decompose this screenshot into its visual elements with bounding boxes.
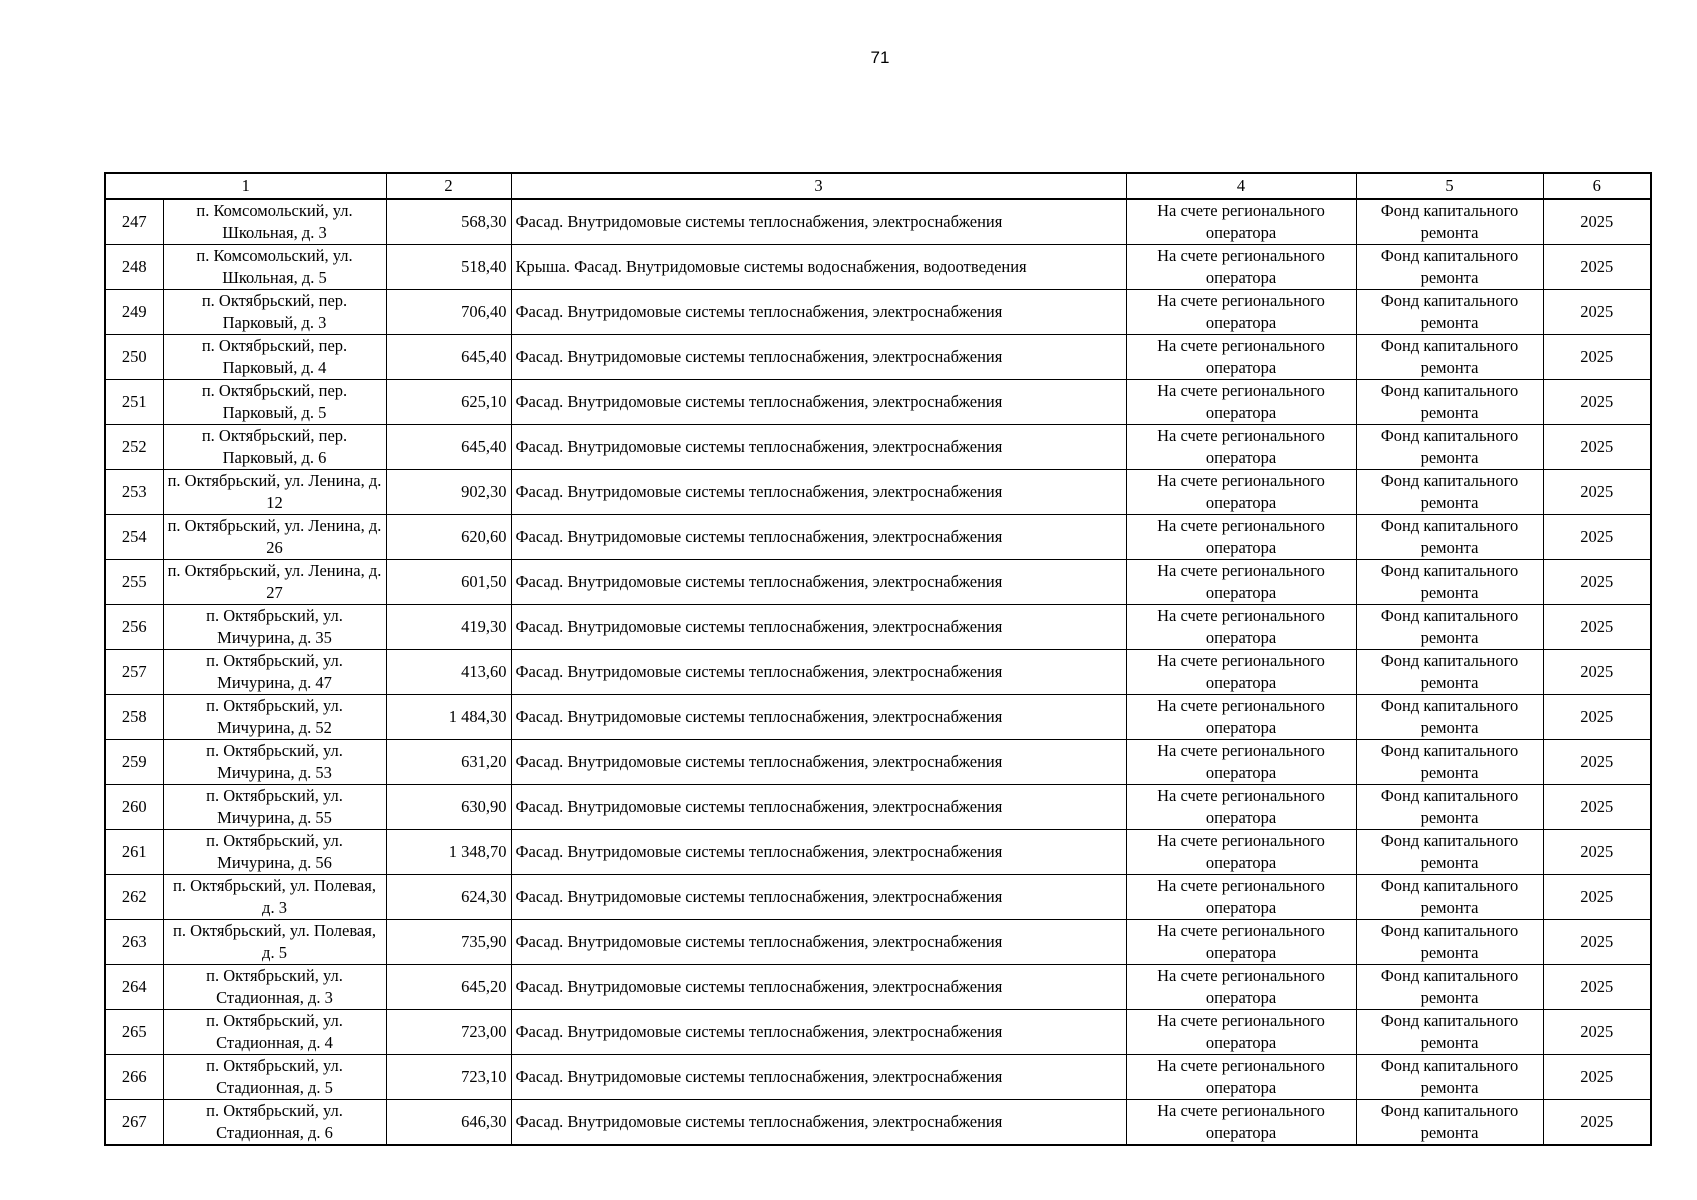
funding-source-cell: Фонд капитального ремонта (1356, 965, 1543, 1010)
account-cell: На счете регионального оператора (1126, 515, 1356, 560)
works-cell: Фасад. Внутридомовые системы теплоснабжения, электроснабжения (511, 290, 1126, 335)
funding-source-cell: Фонд капитального ремонта (1356, 1055, 1543, 1100)
funding-source-cell: Фонд капитального ремонта (1356, 650, 1543, 695)
row-number: 262 (105, 875, 163, 920)
address-cell: п. Октябрьский, пер. Парковый, д. 3 (163, 290, 386, 335)
area-cell: 723,00 (386, 1010, 511, 1055)
account-cell: На счете регионального оператора (1126, 425, 1356, 470)
account-cell: На счете регионального оператора (1126, 1100, 1356, 1146)
row-number: 261 (105, 830, 163, 875)
year-cell: 2025 (1543, 290, 1651, 335)
works-cell: Фасад. Внутридомовые системы теплоснабжения, электроснабжения (511, 875, 1126, 920)
year-cell: 2025 (1543, 470, 1651, 515)
row-number: 265 (105, 1010, 163, 1055)
funding-source-cell: Фонд капитального ремонта (1356, 515, 1543, 560)
year-cell: 2025 (1543, 560, 1651, 605)
table-row (105, 1100, 1651, 1146)
works-cell: Фасад. Внутридомовые системы теплоснабжения, электроснабжения (511, 965, 1126, 1010)
funding-source-cell: Фонд капитального ремонта (1356, 830, 1543, 875)
area-cell: 645,40 (386, 425, 511, 470)
address-cell: п. Октябрьский, пер. Парковый, д. 6 (163, 425, 386, 470)
row-number: 254 (105, 515, 163, 560)
address-cell: п. Октябрьский, пер. Парковый, д. 5 (163, 380, 386, 425)
table-row (105, 1055, 1651, 1100)
header-col-2: 2 (386, 173, 511, 199)
row-number: 250 (105, 335, 163, 380)
header-col-1: 1 (105, 173, 386, 199)
year-cell: 2025 (1543, 650, 1651, 695)
address-cell: п. Октябрьский, ул. Мичурина, д. 53 (163, 740, 386, 785)
table-row (105, 650, 1651, 695)
address-cell: п. Октябрьский, ул. Мичурина, д. 47 (163, 650, 386, 695)
table-row (105, 245, 1651, 290)
funding-source-cell: Фонд капитального ремонта (1356, 785, 1543, 830)
table-row (105, 605, 1651, 650)
works-cell: Фасад. Внутридомовые системы теплоснабжения, электроснабжения (511, 920, 1126, 965)
table-row (105, 920, 1651, 965)
header-col-6: 6 (1543, 173, 1651, 199)
page-number: 71 (870, 48, 890, 67)
table-row (105, 875, 1651, 920)
table-row (105, 1010, 1651, 1055)
works-cell: Фасад. Внутридомовые системы теплоснабжения, электроснабжения (511, 380, 1126, 425)
header-row (105, 173, 1651, 199)
funding-source-cell: Фонд капитального ремонта (1356, 1010, 1543, 1055)
row-number: 253 (105, 470, 163, 515)
area-cell: 625,10 (386, 380, 511, 425)
address-cell: п. Октябрьский, ул. Ленина, д. 27 (163, 560, 386, 605)
year-cell: 2025 (1543, 199, 1651, 245)
area-cell: 723,10 (386, 1055, 511, 1100)
account-cell: На счете регионального оператора (1126, 290, 1356, 335)
account-cell: На счете регионального оператора (1126, 785, 1356, 830)
area-cell: 518,40 (386, 245, 511, 290)
row-number: 264 (105, 965, 163, 1010)
account-cell: На счете регионального оператора (1126, 920, 1356, 965)
area-cell: 1 348,70 (386, 830, 511, 875)
area-cell: 706,40 (386, 290, 511, 335)
area-cell: 413,60 (386, 650, 511, 695)
funding-source-cell: Фонд капитального ремонта (1356, 470, 1543, 515)
funding-source-cell: Фонд капитального ремонта (1356, 425, 1543, 470)
account-cell: На счете регионального оператора (1126, 1010, 1356, 1055)
table-row (105, 380, 1651, 425)
account-cell: На счете регионального оператора (1126, 740, 1356, 785)
account-cell: На счете регионального оператора (1126, 965, 1356, 1010)
funding-source-cell: Фонд капитального ремонта (1356, 335, 1543, 380)
funding-source-cell: Фонд капитального ремонта (1356, 199, 1543, 245)
row-number: 251 (105, 380, 163, 425)
area-cell: 601,50 (386, 560, 511, 605)
funding-source-cell: Фонд капитального ремонта (1356, 605, 1543, 650)
works-cell: Фасад. Внутридомовые системы теплоснабжения, электроснабжения (511, 515, 1126, 560)
account-cell: На счете регионального оператора (1126, 560, 1356, 605)
funding-source-cell: Фонд капитального ремонта (1356, 290, 1543, 335)
year-cell: 2025 (1543, 245, 1651, 290)
year-cell: 2025 (1543, 1010, 1651, 1055)
funding-source-cell: Фонд капитального ремонта (1356, 380, 1543, 425)
table-row (105, 199, 1651, 245)
year-cell: 2025 (1543, 380, 1651, 425)
year-cell: 2025 (1543, 425, 1651, 470)
table-row (105, 785, 1651, 830)
account-cell: На счете регионального оператора (1126, 830, 1356, 875)
table-row (105, 740, 1651, 785)
address-cell: п. Октябрьский, ул. Стадионная, д. 5 (163, 1055, 386, 1100)
table-row (105, 560, 1651, 605)
area-cell: 735,90 (386, 920, 511, 965)
table-row (105, 425, 1651, 470)
header-col-3: 3 (511, 173, 1126, 199)
works-cell: Фасад. Внутридомовые системы теплоснабжения, электроснабжения (511, 1010, 1126, 1055)
area-cell: 646,30 (386, 1100, 511, 1146)
year-cell: 2025 (1543, 335, 1651, 380)
address-cell: п. Октябрьский, ул. Мичурина, д. 55 (163, 785, 386, 830)
table-row (105, 965, 1651, 1010)
works-cell: Фасад. Внутридомовые системы теплоснабжения, электроснабжения (511, 1100, 1126, 1146)
year-cell: 2025 (1543, 875, 1651, 920)
funding-source-cell: Фонд капитального ремонта (1356, 740, 1543, 785)
header-col-4: 4 (1126, 173, 1356, 199)
account-cell: На счете регионального оператора (1126, 245, 1356, 290)
funding-source-cell: Фонд капитального ремонта (1356, 875, 1543, 920)
works-cell: Фасад. Внутридомовые системы теплоснабжения, электроснабжения (511, 830, 1126, 875)
address-cell: п. Октябрьский, пер. Парковый, д. 4 (163, 335, 386, 380)
table-row (105, 695, 1651, 740)
area-cell: 568,30 (386, 199, 511, 245)
row-number: 247 (105, 199, 163, 245)
address-cell: п. Октябрьский, ул. Стадионная, д. 6 (163, 1100, 386, 1146)
row-number: 258 (105, 695, 163, 740)
address-cell: п. Комсомольский, ул. Школьная, д. 5 (163, 245, 386, 290)
address-cell: п. Октябрьский, ул. Мичурина, д. 56 (163, 830, 386, 875)
works-cell: Фасад. Внутридомовые системы теплоснабжения, электроснабжения (511, 199, 1126, 245)
row-number: 267 (105, 1100, 163, 1146)
area-cell: 631,20 (386, 740, 511, 785)
row-number: 257 (105, 650, 163, 695)
row-number: 263 (105, 920, 163, 965)
area-cell: 620,60 (386, 515, 511, 560)
area-cell: 624,30 (386, 875, 511, 920)
works-cell: Фасад. Внутридомовые системы теплоснабжения, электроснабжения (511, 425, 1126, 470)
row-number: 256 (105, 605, 163, 650)
funding-source-cell: Фонд капитального ремонта (1356, 560, 1543, 605)
works-cell: Фасад. Внутридомовые системы теплоснабжения, электроснабжения (511, 740, 1126, 785)
funding-source-cell: Фонд капитального ремонта (1356, 695, 1543, 740)
table-row (105, 335, 1651, 380)
year-cell: 2025 (1543, 965, 1651, 1010)
funding-source-cell: Фонд капитального ремонта (1356, 1100, 1543, 1146)
works-cell: Фасад. Внутридомовые системы теплоснабжения, электроснабжения (511, 785, 1126, 830)
account-cell: На счете регионального оператора (1126, 335, 1356, 380)
address-cell: п. Октябрьский, ул. Ленина, д. 12 (163, 470, 386, 515)
row-number: 266 (105, 1055, 163, 1100)
address-cell: п. Октябрьский, ул. Стадионная, д. 4 (163, 1010, 386, 1055)
account-cell: На счете регионального оператора (1126, 605, 1356, 650)
year-cell: 2025 (1543, 515, 1651, 560)
table-row (105, 290, 1651, 335)
year-cell: 2025 (1543, 605, 1651, 650)
works-cell: Фасад. Внутридомовые системы теплоснабжения, электроснабжения (511, 695, 1126, 740)
works-cell: Крыша. Фасад. Внутридомовые системы водоснабжения, водоотведения (511, 245, 1126, 290)
area-cell: 419,30 (386, 605, 511, 650)
account-cell: На счете регионального оператора (1126, 1055, 1356, 1100)
works-cell: Фасад. Внутридомовые системы теплоснабжения, электроснабжения (511, 1055, 1126, 1100)
year-cell: 2025 (1543, 1100, 1651, 1146)
year-cell: 2025 (1543, 830, 1651, 875)
year-cell: 2025 (1543, 740, 1651, 785)
repair-register-table (104, 172, 1652, 1146)
table-row (105, 515, 1651, 560)
year-cell: 2025 (1543, 695, 1651, 740)
area-cell: 645,40 (386, 335, 511, 380)
account-cell: На счете регионального оператора (1126, 875, 1356, 920)
area-cell: 645,20 (386, 965, 511, 1010)
works-cell: Фасад. Внутридомовые системы теплоснабжения, электроснабжения (511, 650, 1126, 695)
works-cell: Фасад. Внутридомовые системы теплоснабжения, электроснабжения (511, 335, 1126, 380)
address-cell: п. Октябрьский, ул. Полевая, д. 5 (163, 920, 386, 965)
address-cell: п. Октябрьский, ул. Мичурина, д. 52 (163, 695, 386, 740)
year-cell: 2025 (1543, 785, 1651, 830)
works-cell: Фасад. Внутридомовые системы теплоснабжения, электроснабжения (511, 605, 1126, 650)
address-cell: п. Комсомольский, ул. Школьная, д. 3 (163, 199, 386, 245)
address-cell: п. Октябрьский, ул. Мичурина, д. 35 (163, 605, 386, 650)
table-body (105, 199, 1651, 1145)
area-cell: 902,30 (386, 470, 511, 515)
row-number: 249 (105, 290, 163, 335)
address-cell: п. Октябрьский, ул. Полевая, д. 3 (163, 875, 386, 920)
account-cell: На счете регионального оператора (1126, 199, 1356, 245)
table-header (105, 173, 1651, 199)
row-number: 259 (105, 740, 163, 785)
area-cell: 1 484,30 (386, 695, 511, 740)
address-cell: п. Октябрьский, ул. Стадионная, д. 3 (163, 965, 386, 1010)
account-cell: На счете регионального оператора (1126, 650, 1356, 695)
account-cell: На счете регионального оператора (1126, 695, 1356, 740)
table-row (105, 830, 1651, 875)
year-cell: 2025 (1543, 1055, 1651, 1100)
row-number: 252 (105, 425, 163, 470)
header-col-5: 5 (1356, 173, 1543, 199)
works-cell: Фасад. Внутридомовые системы теплоснабжения, электроснабжения (511, 560, 1126, 605)
account-cell: На счете регионального оператора (1126, 470, 1356, 515)
works-cell: Фасад. Внутридомовые системы теплоснабжения, электроснабжения (511, 470, 1126, 515)
funding-source-cell: Фонд капитального ремонта (1356, 920, 1543, 965)
address-cell: п. Октябрьский, ул. Ленина, д. 26 (163, 515, 386, 560)
row-number: 248 (105, 245, 163, 290)
funding-source-cell: Фонд капитального ремонта (1356, 245, 1543, 290)
row-number: 255 (105, 560, 163, 605)
account-cell: На счете регионального оператора (1126, 380, 1356, 425)
row-number: 260 (105, 785, 163, 830)
area-cell: 630,90 (386, 785, 511, 830)
table-row (105, 470, 1651, 515)
year-cell: 2025 (1543, 920, 1651, 965)
